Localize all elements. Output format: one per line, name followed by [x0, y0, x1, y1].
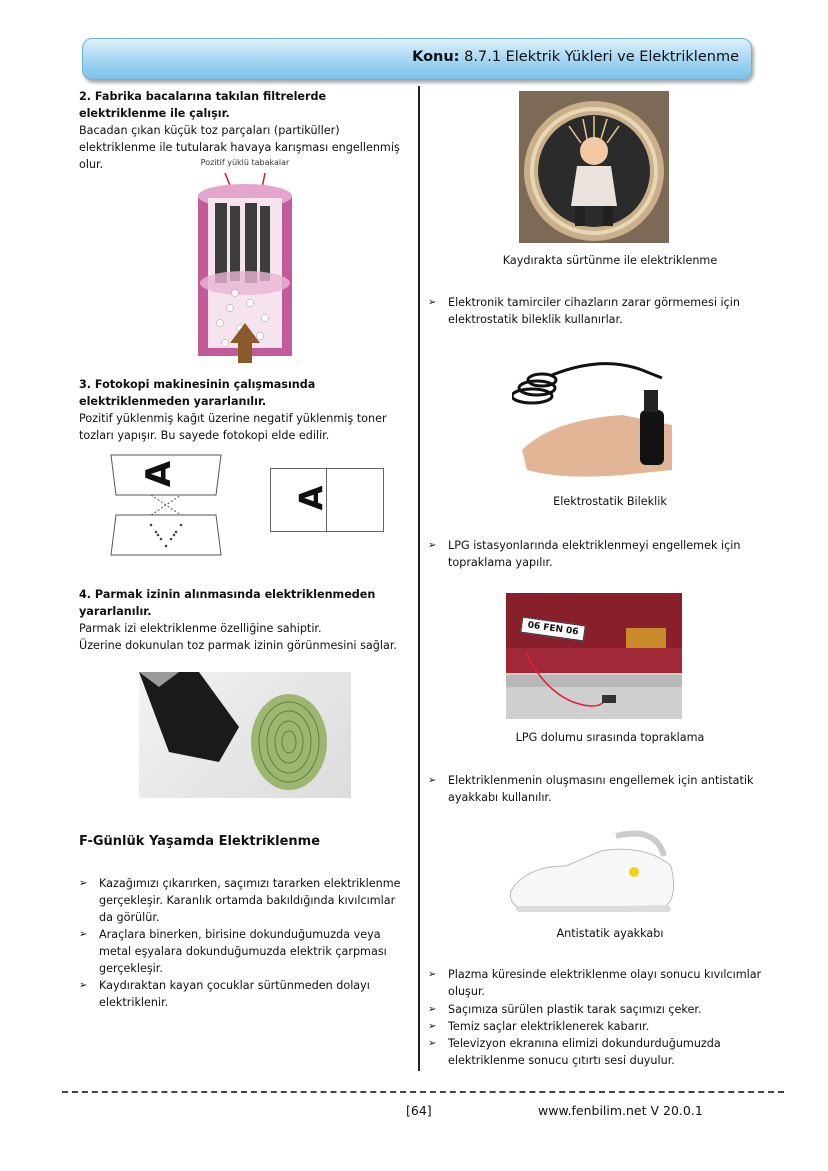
column-divider — [418, 86, 420, 1071]
bullet-arrow-icon: ➢ — [428, 969, 437, 980]
caption-wrist: Elektrostatik Bileklik — [553, 495, 667, 508]
photocopy-result — [270, 468, 384, 532]
section-4-body-2: Üzerine dokunulan toz parmak izinin görünmesini sağlar. — [79, 639, 397, 652]
footer-website: www.fenbilim.net V 20.0.1 — [538, 1103, 703, 1118]
topic-header — [82, 38, 752, 80]
bullet-arrow-icon: ➢ — [428, 775, 437, 786]
child-on-slide-graphic — [519, 91, 669, 243]
right-bullet-tv: ➢ Televizyon ekranına elimizi dokundurduğumuzda elektriklenme sonucu çıtırtı sesi duyulur. — [428, 1037, 721, 1067]
right-bullet-wrist: ➢ Elektronik tamirciler cihazların zarar görmemesi için elektrostatik bileklik kullanırlar. — [428, 296, 740, 326]
bullet-arrow-icon: ➢ — [79, 980, 88, 991]
bullet-arrow-icon: ➢ — [428, 1038, 437, 1049]
left-bullet-2: ➢ Araçlara binerken, birisine dokunduğumuzda veya metal eşyalara dokunduğumuzda elektrik çarpması gerçekleşir. — [79, 928, 387, 975]
chimney-filter-graphic — [190, 158, 300, 363]
right-bullet-hair: ➢ Temiz saçlar elektriklenerek kabarır. — [428, 1020, 650, 1033]
filter-illustration — [190, 158, 300, 363]
bullet-arrow-icon: ➢ — [428, 1004, 437, 1015]
bullet-arrow-icon: ➢ — [428, 1021, 437, 1032]
left-bullet-3: ➢ Kaydıraktan kayan çocuklar sürtünmeden dolayı elektriklenir. — [79, 979, 370, 1009]
caption-shoe: Antistatik ayakkabı — [556, 927, 664, 940]
copy-letter-result: A — [292, 485, 331, 511]
section-3-title: 3. Fotokopi makinesinin çalışmasında elektriklenmeden yararlanılır. — [79, 378, 316, 408]
section-4-body-1: Parmak izi elektriklenme özelliğine sahiptir. — [79, 622, 322, 635]
section-f-title: F-Günlük Yaşamda Elektriklenme — [79, 834, 321, 849]
car-grounding-graphic — [506, 593, 682, 719]
topic-title: Konu: 8.7.1 Elektrik Yükleri ve Elektriklenme — [412, 49, 739, 65]
shoe-graphic — [506, 826, 681, 918]
bullet-arrow-icon: ➢ — [428, 540, 437, 551]
bullet-arrow-icon: ➢ — [79, 929, 88, 940]
page-number: [64] — [406, 1103, 432, 1118]
caption-lpg: LPG dolumu sırasında topraklama — [515, 731, 705, 744]
copy-letter: A — [139, 460, 180, 488]
section-2-body: Bacadan çıkan küçük toz parçaları (partiküller) elektriklenme ile tutularak havaya karışması engellenmiş olur. — [79, 124, 400, 171]
wrist-strap-graphic — [512, 350, 677, 490]
right-bullet-shoe: ➢ Elektriklenmenin oluşmasını engellemek için antistatik ayakkabı kullanılır. — [428, 774, 754, 804]
left-bullet-1: ➢ Kazağımızı çıkarırken, saçımızı tararken elektriklenme gerçekleşir. Karanlık ortamda bakıldığında kıvılcımlar da görülür. — [79, 877, 401, 924]
lpg-car-photo — [506, 593, 682, 719]
wrist-strap-photo — [512, 350, 677, 490]
right-bullet-lpg: ➢ LPG istasyonlarında elektriklenmeyi engellemek için topraklama yapılır. — [428, 539, 741, 569]
license-plate: 06 FEN 06 — [520, 617, 586, 642]
photocopy-diagram — [106, 450, 226, 560]
right-bullet-comb: ➢ Saçımıza sürülen plastik tarak saçımızı çeker. — [428, 1003, 702, 1016]
section-3-body: Pozitif yüklenmiş kağıt üzerine negatif yüklenmiş toner tozları yapışır. Bu sayede fotokopi elde edilir. — [79, 412, 387, 442]
bullet-arrow-icon: ➢ — [428, 297, 437, 308]
fingerprint-photo — [139, 672, 351, 798]
section-2-title: 2. Fabrika bacalarına takılan filtrelerde elektriklenme ile çalışır. — [79, 90, 327, 120]
bullet-arrow-icon: ➢ — [79, 878, 88, 889]
slide-photo — [519, 91, 669, 243]
brush-and-print-graphic — [139, 672, 351, 798]
footer-separator — [62, 1091, 784, 1093]
section-4-title: 4. Parmak izinin alınmasında elektriklenmeden yararlanılır. — [79, 588, 376, 618]
filter-label: Pozitif yüklü tabakalar — [200, 158, 290, 167]
caption-slide: Kaydırakta sürtünme ile elektriklenme — [502, 254, 718, 267]
antistatic-shoe-photo — [506, 826, 681, 918]
right-bullet-plasma: ➢ Plazma küresinde elektriklenme olayı sonucu kıvılcımlar oluşur. — [428, 968, 762, 998]
